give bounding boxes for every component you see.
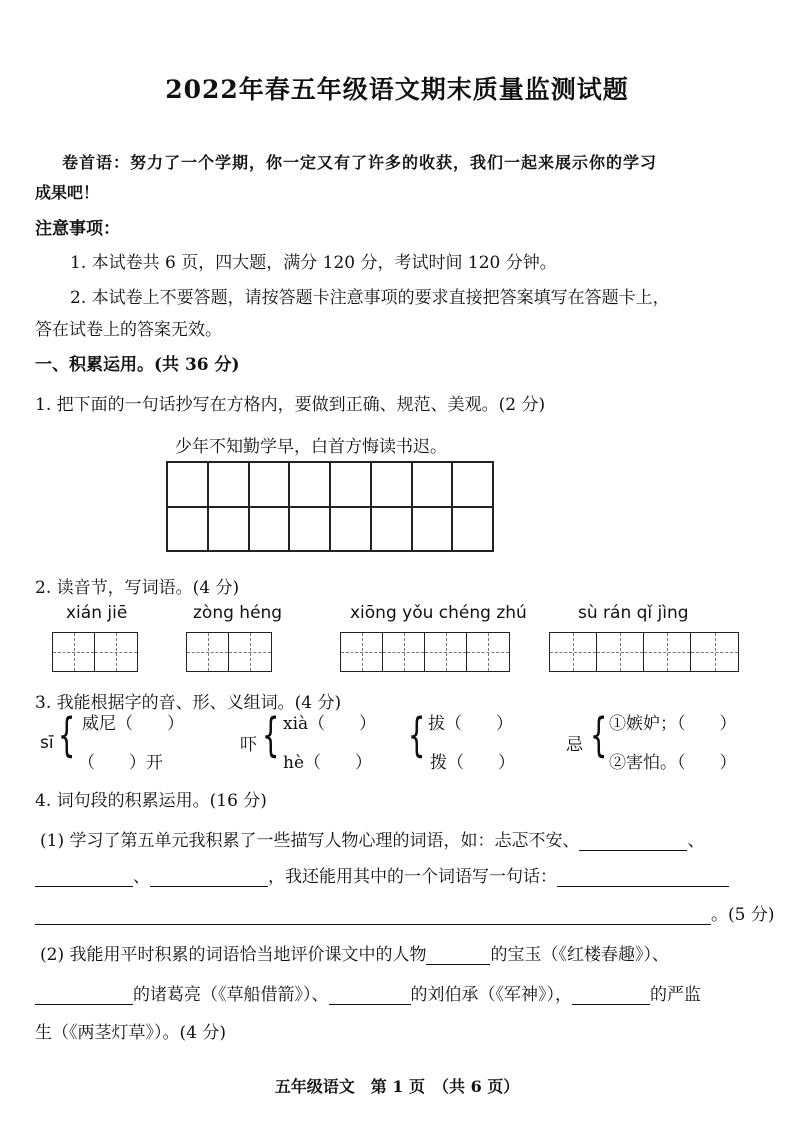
q1-sentence: 少年不知勤学早，白首方悔读书迟。 [175,437,447,457]
q2-answer-box-4[interactable] [549,632,739,672]
q1-stem: 1. 把下面的一句话抄写在方格内，要做到正确、规范、美观。(2 分) [35,395,546,415]
q4-p1-sep2: 、 [133,867,150,887]
q3-xia-top: xià（ ） [283,714,377,734]
q2-answer-box-1[interactable] [52,632,138,672]
q4-p1-sep: 、 [687,831,705,851]
q3-xia-char: 吓 [240,735,257,755]
q4-p2-text-e: 的严监 [650,985,701,1005]
q4-p2-text-b: 的宝玉（《红楼春趣》）、 [490,945,669,965]
q3-ba-bottom: 拨（ ） [430,753,515,773]
q3-si-pinyin: sī [40,733,54,753]
section1-heading: 一、积累运用。(共 36 分) [35,355,240,375]
answer-blank[interactable] [150,886,268,887]
q2-answer-box-3[interactable] [340,632,510,672]
notice-heading: 注意事项： [35,219,120,239]
q3-si-bottom: （ ）开 [78,753,163,773]
q4-p1-text-c: ，我还能用其中的一个词语写一句话： [268,867,557,887]
brace-icon: { [407,708,426,762]
q3-ji-bottom: ②害怕。（ ） [609,753,737,773]
q2-pinyin-1: xián jiē [66,603,128,623]
answer-blank[interactable] [35,1004,133,1005]
q3-stem: 3. 我能根据字的音、形、义组词。(4 分) [35,693,342,713]
answer-blank[interactable] [329,1004,411,1005]
q4-p2-text-f: 生（《两茎灯草》）。(4 分) [35,1023,226,1043]
notice-item2b: 答在试卷上的答案无效。 [35,320,222,340]
q3-ji-top: ①嫉妒；（ ） [609,714,737,734]
q3-xia-bottom: hè（ ） [283,753,373,773]
q2-pinyin-3: xiōng yǒu chéng zhú [350,603,527,623]
q4-p2-text-d: 的刘伯承（《军神》）， [410,985,572,1005]
q2-pinyin-4: sù rán qǐ jìng [578,603,689,623]
page-footer: 五年级语文 第 1 页 （共 6 页） [274,1077,520,1096]
q4-p1-text-a: (1) 学习了第五单元我积累了一些描写人物心理的词语，如：忐忑不安、 [40,831,580,851]
page-title: 2022年春五年级语文期末质量监测试题 [165,75,629,104]
notice-item1: 1. 本试卷共 6 页，四大题，满分 120 分，考试时间 120 分钟。 [70,253,557,273]
answer-blank[interactable] [557,886,729,887]
answer-blank[interactable] [35,886,133,887]
q3-ji-char: 忌 [566,735,583,755]
notice-item2a: 2. 本试卷上不要答题，请按答题卡注意事项的要求直接把答案填写在答题卡上， [70,288,670,308]
answer-blank[interactable] [579,850,687,851]
brace-icon: { [57,708,76,762]
preface-line2: 成果吧！ [35,183,100,202]
q2-stem: 2. 读音节，写词语。(4 分) [35,578,240,598]
answer-blank[interactable] [35,924,711,925]
q4-p1-text-d: 。(5 分) [711,905,775,925]
q2-answer-box-2[interactable] [186,632,272,672]
answer-blank[interactable] [572,1004,650,1005]
brace-icon: { [589,708,608,762]
answer-blank[interactable] [426,964,490,965]
q4-stem: 4. 词句段的积累运用。(16 分) [35,791,267,811]
q3-si-top: 威尼（ ） [82,714,184,734]
q2-pinyin-2: zòng héng [193,603,283,623]
q4-p2-text-a: (2) 我能用平时积累的词语恰当地评价课文中的人物 [40,945,427,965]
q4-p2-text-c: 的诸葛亮（《草船借箭》）、 [133,985,329,1005]
brace-icon: { [261,708,280,762]
q3-ba-top: 拔（ ） [428,714,513,734]
preface-line1: 卷首语：努力了一个学期，你一定又有了许多的收获，我们一起来展示你的学习 [62,153,658,172]
q1-copy-grid[interactable] [166,461,494,552]
